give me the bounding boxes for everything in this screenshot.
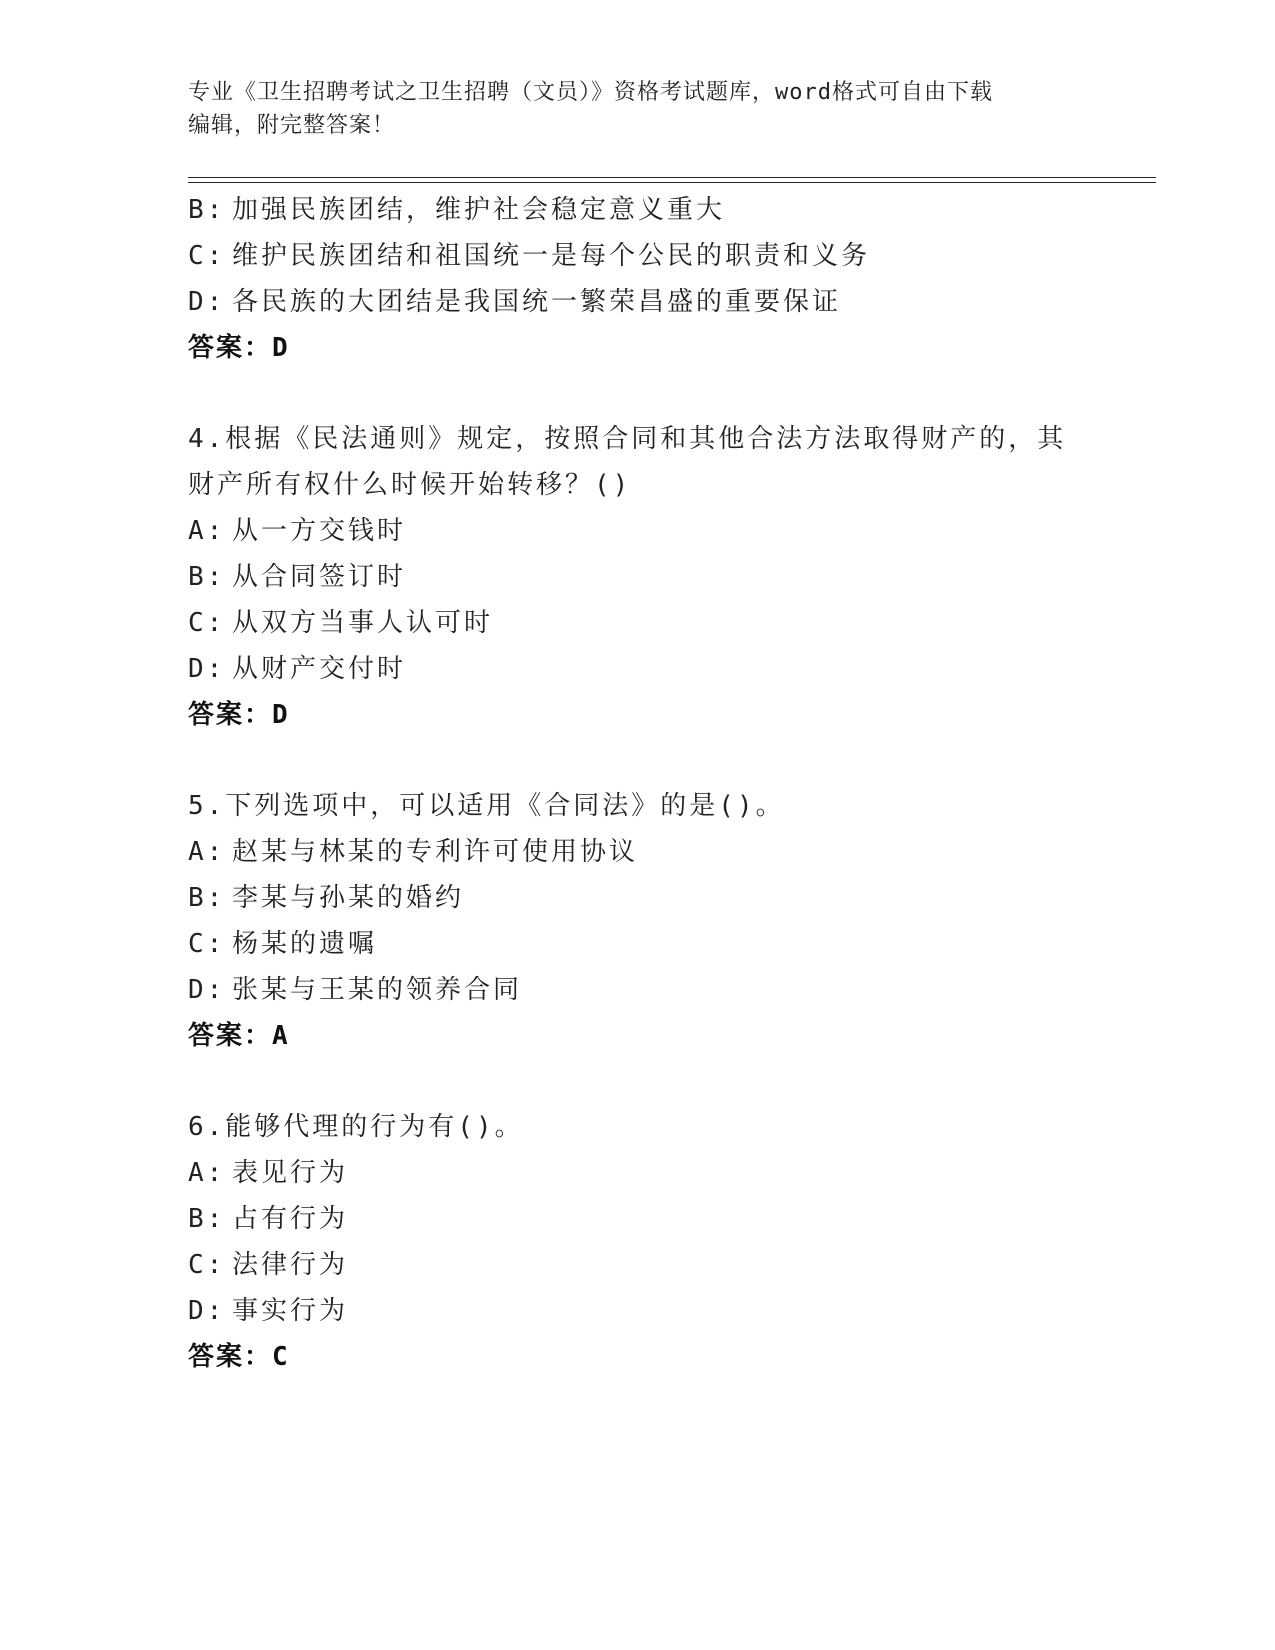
spacer	[188, 371, 1088, 416]
document-header	[188, 76, 1068, 142]
option-text: 李某与孙某的婚约	[232, 883, 465, 913]
question-4	[188, 416, 1088, 738]
answer-line: 答案：D	[188, 333, 290, 363]
question-stem-continued: 财产所有权什么时候开始转移？()	[188, 470, 632, 500]
option-label: B:	[188, 562, 226, 592]
option-a	[188, 1150, 1088, 1196]
option-label: A:	[188, 837, 226, 867]
question-list	[188, 187, 1088, 1380]
option-label: B:	[188, 883, 226, 913]
spacer	[188, 738, 1088, 783]
option-label: D:	[188, 1296, 226, 1326]
option-text: 维护民族团结和祖国统一是每个公民的职责和义务	[232, 241, 871, 271]
header-line-2: 编辑，附完整答案！	[188, 113, 396, 138]
option-a	[188, 508, 1088, 554]
option-d	[188, 279, 1088, 325]
option-label: D:	[188, 975, 226, 1005]
option-c	[188, 1242, 1088, 1288]
option-label: D:	[188, 654, 226, 684]
option-label: A:	[188, 1158, 226, 1188]
option-d	[188, 967, 1088, 1013]
option-label: B:	[188, 195, 226, 225]
question-stem: 4.根据《民法通则》规定，按照合同和其他合法方法取得财产的，其	[188, 424, 1067, 454]
option-text: 事实行为	[232, 1296, 349, 1326]
question-stem: 5.下列选项中，可以适用《合同法》的是()。	[188, 791, 785, 821]
option-label: C:	[188, 1250, 226, 1280]
option-label: C:	[188, 929, 226, 959]
option-d	[188, 1288, 1088, 1334]
option-text: 从双方当事人认可时	[232, 608, 494, 638]
option-text: 占有行为	[232, 1204, 349, 1234]
option-label: B:	[188, 1204, 226, 1234]
option-text: 表见行为	[232, 1158, 349, 1188]
option-text: 杨某的遗嘱	[232, 929, 378, 959]
answer-line: 答案：A	[188, 1021, 290, 1051]
option-d	[188, 646, 1088, 692]
option-text: 各民族的大团结是我国统一繁荣昌盛的重要保证	[232, 287, 842, 317]
option-label: D:	[188, 287, 226, 317]
question-6	[188, 1104, 1088, 1380]
header-divider-bottom	[188, 182, 1156, 183]
option-text: 从合同签订时	[232, 562, 407, 592]
option-b	[188, 554, 1088, 600]
option-b	[188, 1196, 1088, 1242]
option-text: 从财产交付时	[232, 654, 407, 684]
option-label: C:	[188, 608, 226, 638]
spacer	[188, 1059, 1088, 1104]
header-line-1: 专业《卫生招聘考试之卫生招聘（文员）》资格考试题库，word格式可自由下载	[188, 80, 993, 105]
option-text: 加强民族团结，维护社会稳定意义重大	[232, 195, 726, 225]
option-text: 张某与王某的领养合同	[232, 975, 523, 1005]
option-label: C:	[188, 241, 226, 271]
option-c	[188, 921, 1088, 967]
header-divider-top	[188, 177, 1156, 178]
option-c	[188, 600, 1088, 646]
question-3	[188, 187, 1088, 371]
question-5	[188, 783, 1088, 1059]
answer-line: 答案：C	[188, 1342, 290, 1372]
option-a	[188, 829, 1088, 875]
option-label: A:	[188, 516, 226, 546]
option-text: 法律行为	[232, 1250, 349, 1280]
question-stem: 6.能够代理的行为有()。	[188, 1112, 524, 1142]
option-c	[188, 233, 1088, 279]
option-b	[188, 875, 1088, 921]
option-text: 从一方交钱时	[232, 516, 407, 546]
answer-line: 答案：D	[188, 700, 290, 730]
option-b	[188, 187, 1088, 233]
option-text: 赵某与林某的专利许可使用协议	[232, 837, 639, 867]
